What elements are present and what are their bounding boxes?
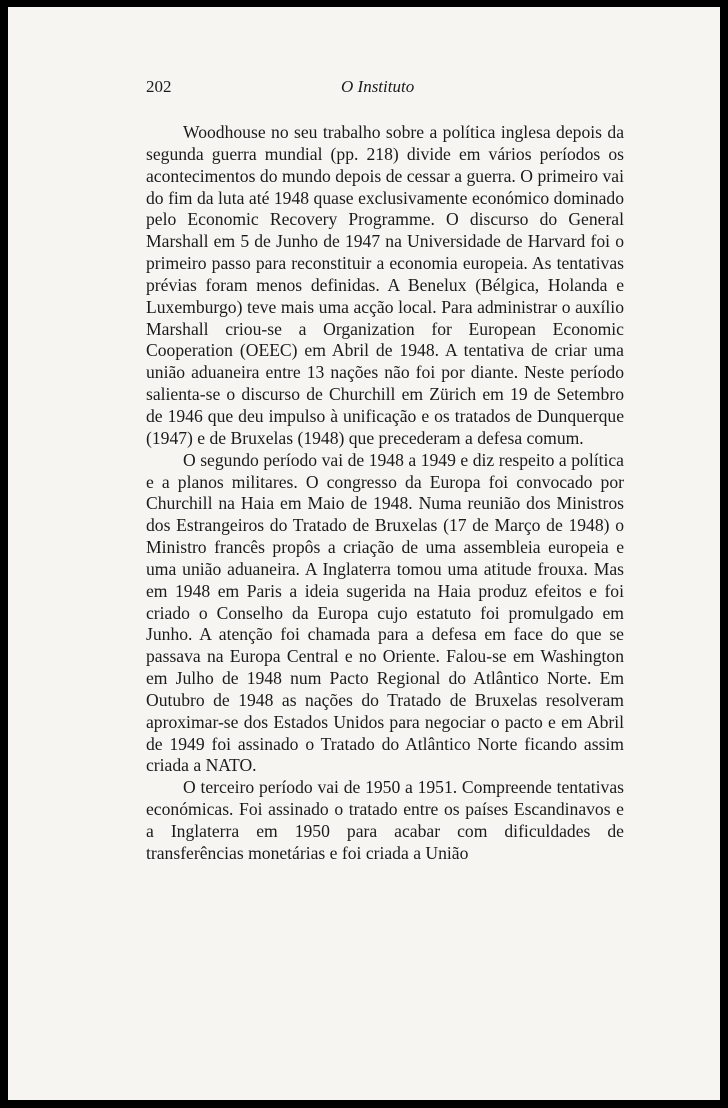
body-text xyxy=(146,122,624,865)
paragraph-2: O segundo período vai de 1948 a 1949 e diz respeito a política e a planos militares. O congresso da Europa foi convocado por Churchill na Haia em Maio de 1948. Numa reunião dos Ministros dos Estrangeiros do Tratado de Bruxelas (17 de Março de 1948) o Ministro francês propôs a criação de uma assembleia europeia e uma união aduaneira. A Inglaterra tomou uma atitude frouxa. Mas em 1948 em Paris a ideia sugerida na Haia produz efeitos e foi criado o Conselho da Europa cujo estatuto foi promulgado em Junho. A atenção foi chamada para a defesa em face do que se passava na Europa Central e no Oriente. Falou-se em Washington em Julho de 1948 num Pacto Regional do Atlântico Norte. Em Outubro de 1948 as nações do Tratado de Bruxelas resolveram aproximar-se dos Estados Unidos para negociar o pacto e em Abril de 1949 foi assinado o Tratado do Atlântico Norte ficando assim criada a NATO. xyxy=(146,449,624,776)
paragraph-3: O terceiro período vai de 1950 a 1951. Compreende tentativas económicas. Foi assinado o tratado entre os países Escandinavos e a Inglaterra em 1950 para acabar com dificuldades de transferências monetárias e foi criada a União xyxy=(146,777,624,863)
page-number: 202 xyxy=(146,77,172,96)
book-page xyxy=(8,7,720,1100)
running-title: O Instituto xyxy=(341,77,415,96)
paragraph-1: Woodhouse no seu trabalho sobre a política inglesa depois da segunda guerra mundial (pp. 218) divide em vários períodos os acontecimentos do mundo depois de cessar a guerra. O primeiro vai do fim da luta até 1948 quase exclusivamente económico dominado pelo Economic Recovery Programme. O discurso do General Marshall em 5 de Junho de 1947 na Universidade de Harvard foi o primeiro passo para reconstituir a economia europeia. As tentativas prévias foram menos definidas. A Benelux (Bélgica, Holanda e Luxemburgo) teve mais uma acção local. Para administrar o auxílio Marshall criou-se a Organization for European Economic Cooperation (OEEC) em Abril de 1948. A tentativa de criar uma união aduaneira entre 13 nações não foi por diante. Neste período salienta-se o discurso de Churchill em Zürich em 19 de Setembro de 1946 que deu impulso à unificação e os tratados de Dunquerque (1947) e de Bruxelas (1948) que precederam a defesa comum. xyxy=(146,122,624,448)
page-header xyxy=(146,77,624,103)
